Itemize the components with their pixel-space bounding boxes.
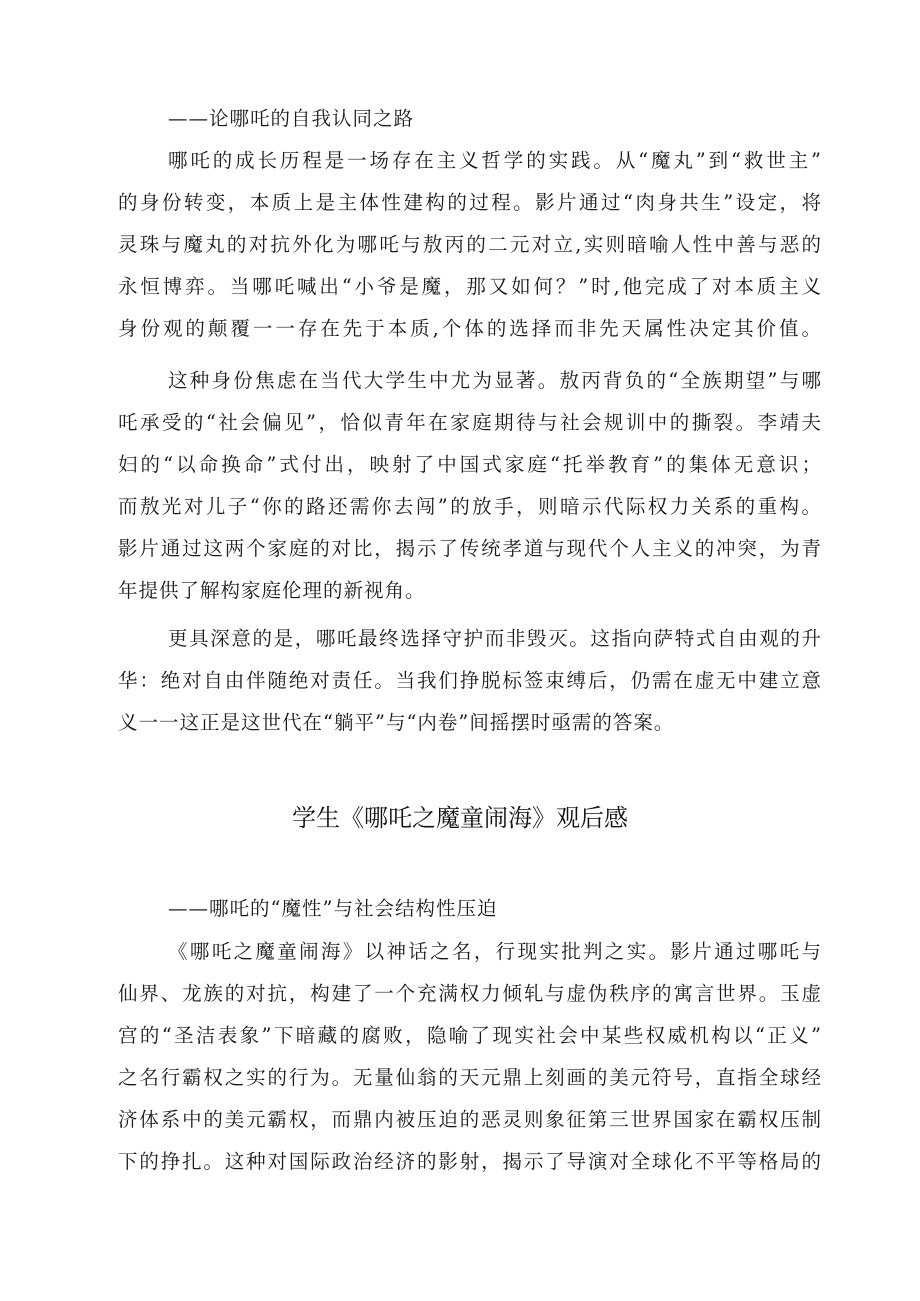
- page-title: 学生《哪吒之魔童闹海》观后感: [292, 804, 628, 832]
- section2-subtitle: ——哪吒的“魔性”与社会结构性压迫: [168, 897, 498, 920]
- paragraph-line: 影片通过这两个家庭的对比，揭示了传统孝道与现代个人主义的冲突，为青: [118, 537, 821, 560]
- paragraph-line: 灵珠与魔丸的对抗外化为哪吒与敖丙的二元对立,实则暗喻人性中善与恶的: [118, 233, 821, 256]
- paragraph-line: 的身份转变，本质上是主体性建构的过程。影片通过“肉身共生”设定，将: [118, 191, 821, 214]
- paragraph-line: 身份观的颠覆一一存在先于本质,个体的选择而非先天属性决定其价值。: [118, 317, 821, 340]
- paragraph-line: 永恒博弈。当哪吒喊出“小爷是魔，那又如何？”时,他完成了对本质主义: [118, 275, 821, 298]
- section1-subtitle: ——论哪吒的自我认同之路: [168, 107, 415, 130]
- paragraph-line: 仙界、龙族的对抗，构建了一个充满权力倾轧与虚伪秩序的寓言世界。玉虚: [118, 982, 821, 1005]
- paragraph-line: 华：绝对自由伴随绝对责任。当我们挣脱标签束缚后，仍需在虚无中建立意: [118, 669, 821, 692]
- paragraph-line: 济体系中的美元霸权，而鼎内被压迫的恶灵则象征第三世界国家在霸权压制: [118, 1108, 821, 1131]
- paragraph-line: 吒承受的“社会偏见”，恰似青年在家庭期待与社会规训中的撕裂。李靖夫: [118, 411, 821, 434]
- paragraph-line: 而敖光对儿子“你的路还需你去闯”的放手，则暗示代际权力关系的重构。: [118, 495, 821, 518]
- paragraph-line: 宫的“圣洁表象”下暗藏的腐败，隐喻了现实社会中某些权威机构以“正义”: [118, 1024, 821, 1047]
- paragraph-line: 年提供了解构家庭伦理的新视角。: [118, 579, 426, 602]
- paragraph-line: 更具深意的是，哪吒最终选择守护而非毁灭。这指向萨特式自由观的升: [168, 627, 821, 650]
- paragraph-line: 这种身份焦虑在当代大学生中尤为显著。敖丙背负的“全族期望”与哪: [168, 369, 821, 392]
- paragraph-line: 《哪吒之魔童闹海》以神话之名，行现实批判之实。影片通过哪吒与: [168, 940, 821, 963]
- paragraph-line: 哪吒的成长历程是一场存在主义哲学的实践。从“魔丸”到“救世主”: [168, 149, 821, 172]
- paragraph-line: 下的挣扎。这种对国际政治经济的影射，揭示了导演对全球化不平等格局的: [118, 1150, 821, 1173]
- paragraph-line: 妇的“以命换命”式付出，映射了中国式家庭“托举教育”的集体无意识；: [118, 453, 821, 476]
- paragraph-line: 义一一这正是这世代在“躺平”与“内卷”间摇摆时亟需的答案。: [118, 711, 675, 734]
- paragraph-line: 之名行霸权之实的行为。无量仙翁的天元鼎上刻画的美元符号，直指全球经: [118, 1066, 821, 1089]
